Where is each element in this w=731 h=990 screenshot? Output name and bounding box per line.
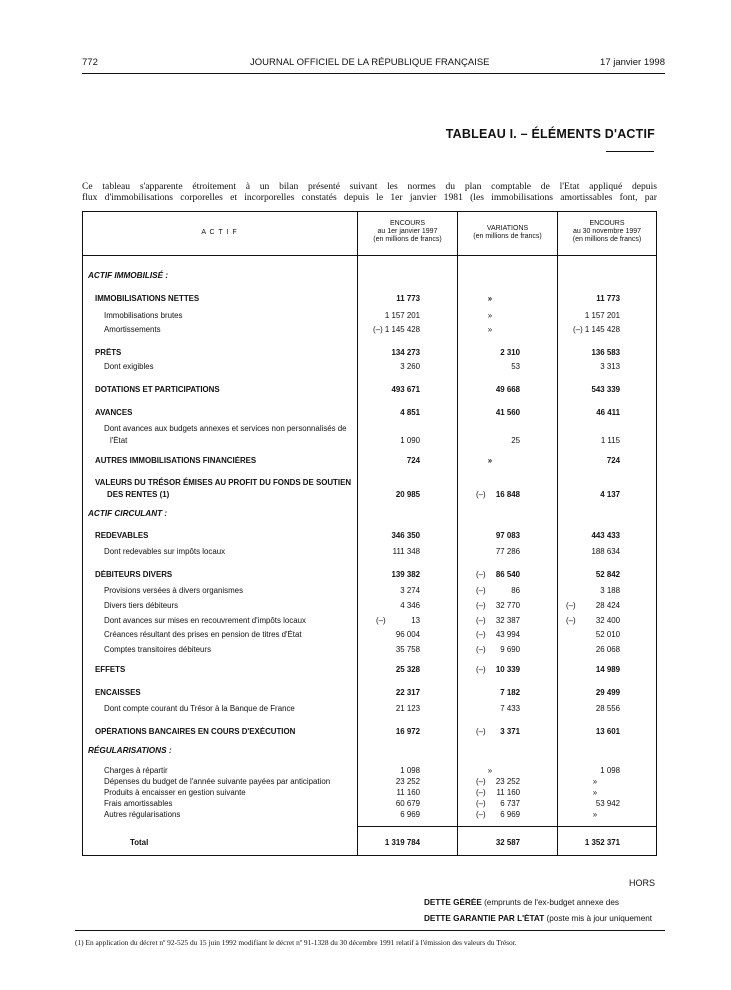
- value-c3-sign: (–): [566, 616, 576, 625]
- value-encours-end: 4 137: [600, 490, 620, 499]
- row-label: [104, 586, 350, 596]
- row-label: [95, 531, 350, 541]
- col-header-actif: A C T I F: [201, 229, 238, 236]
- value-c2-sign: (–): [476, 630, 486, 639]
- value-encours-start: 96 004: [395, 630, 420, 639]
- value-encours-end: 53 942: [595, 799, 620, 808]
- value-variation: 2 310: [500, 348, 520, 357]
- value-encours-end: 543 339: [591, 385, 620, 394]
- value-variation: 10 339: [495, 665, 520, 674]
- value-c2-sign: (–): [476, 777, 486, 786]
- row-label: [104, 311, 350, 321]
- row-label-text: Dont avances sur mises en recouvrement d'impôts locaux: [104, 616, 306, 625]
- row-label: [104, 777, 350, 787]
- value-encours-start: 25 328: [395, 665, 420, 674]
- total-c2: 32 587: [495, 838, 520, 847]
- value-encours-start: 111 348: [392, 547, 420, 556]
- value-encours-start: 139 382: [391, 570, 420, 579]
- value-encours-end: 29 499: [595, 688, 620, 697]
- value-encours-end: 52 010: [595, 630, 620, 639]
- value-variation: 7 182: [500, 688, 520, 697]
- row-label-text: Autres régularisations: [104, 810, 181, 819]
- row-label-cont: [110, 436, 350, 446]
- row-label: [104, 645, 350, 655]
- row-label: [104, 788, 350, 798]
- row-label: [95, 456, 350, 466]
- total-rule: [357, 826, 657, 827]
- value-variation: 86: [511, 586, 520, 595]
- col-header-encours-start-l2: au 1er janvier 1997: [377, 228, 438, 235]
- section-heading: RÉGULARISATIONS :: [88, 746, 172, 755]
- page-date: 17 janvier 1998: [600, 57, 665, 68]
- row-label-text: Créances résultant des prises en pension de titres d'État: [104, 630, 302, 639]
- value-c2-sign: (–): [476, 799, 486, 808]
- row-label-text: Dont compte courant du Trésor à la Banque de France: [104, 704, 295, 713]
- col-header-variations-l2: (en millions de francs): [473, 233, 542, 240]
- total-c3: 1 352 371: [584, 838, 620, 847]
- value-variation: 86 540: [495, 570, 520, 579]
- value-variation: »: [487, 766, 493, 775]
- value-encours-end: 1 115: [600, 436, 620, 445]
- row-label: [95, 348, 350, 358]
- row-label: [104, 799, 350, 809]
- row-label: [104, 630, 350, 640]
- row-label-text: REDEVABLES: [95, 531, 149, 540]
- footer-line-2: [424, 914, 658, 923]
- table-bottom-rule: [82, 855, 657, 856]
- row-label: [104, 810, 350, 820]
- value-encours-end: 13 601: [595, 727, 620, 736]
- value-encours-start: 60 679: [395, 799, 420, 808]
- value-c2-sign: (–): [476, 586, 486, 595]
- footnote-rule: [75, 930, 665, 931]
- value-encours-end: 32 400: [595, 616, 620, 625]
- row-label-text: ENCAISSES: [95, 688, 141, 697]
- footer-line-1-rest: (emprunts de l'ex-budget annexe des: [484, 898, 619, 907]
- col-header-encours-end-l1: ENCOURS: [589, 220, 625, 227]
- value-c2-sign: (–): [476, 727, 486, 736]
- value-encours-end: 1 098: [600, 766, 620, 775]
- row-label: [104, 547, 350, 557]
- value-encours-start: 11 160: [396, 788, 420, 797]
- value-encours-start: 346 350: [391, 531, 420, 540]
- value-encours-end: 11 773: [596, 294, 620, 303]
- row-label: VALEURS DU TRÉSOR ÉMISES AU PROFIT DU FONDS DE SOUTIEN: [95, 478, 352, 487]
- table-head-rule: [82, 255, 657, 256]
- value-variation: 43 994: [495, 630, 520, 639]
- value-c2-sign: (–): [476, 616, 486, 625]
- value-encours-start: 4 851: [400, 408, 420, 417]
- value-variation: »: [487, 325, 493, 334]
- section-heading: ACTIF IMMOBILISÉ :: [88, 271, 169, 280]
- row-label-text: Divers tiers débiteurs: [104, 601, 179, 610]
- value-encours-start: 13: [411, 616, 420, 625]
- intro-line-1: Ce tableau s'apparente étroitement à un bilan présenté suivant les normes du plan comptable de l'Etat appliqué depuis: [82, 182, 657, 192]
- value-variation: 32 387: [495, 616, 520, 625]
- value-encours-end: 52 842: [595, 570, 620, 579]
- row-label-text: Provisions versées à divers organismes: [104, 586, 244, 595]
- value-encours-start: 3 274: [400, 586, 420, 595]
- value-encours-end: 28 556: [595, 704, 620, 713]
- value-encours-end: »: [592, 788, 598, 797]
- col-divider-1: [357, 211, 358, 856]
- value-variation: 97 083: [495, 531, 520, 540]
- value-encours-end: 1 157 201: [584, 311, 620, 320]
- col-header-encours-end-l2: au 30 novembre 1997: [572, 228, 642, 235]
- row-label: [95, 688, 350, 698]
- value-variation: »: [487, 294, 493, 303]
- value-variation: 49 668: [495, 385, 520, 394]
- row-label-text: DOTATIONS ET PARTICIPATIONS: [95, 385, 220, 394]
- value-variation: 6 737: [500, 799, 520, 808]
- value-c2-sign: (–): [476, 665, 486, 674]
- row-label-text: IMMOBILISATIONS NETTES: [95, 294, 200, 303]
- value-variation: 32 770: [495, 601, 520, 610]
- value-variation: »: [487, 456, 493, 465]
- footer-line-1: [424, 898, 656, 907]
- value-encours-start: 35 758: [395, 645, 420, 654]
- row-label: [95, 665, 350, 675]
- value-encours-start: 22 317: [395, 688, 420, 697]
- row-label-cont-text: l'État: [110, 436, 128, 445]
- row-label-text: PRÊTS: [95, 348, 122, 357]
- value-encours-start: 134 273: [391, 348, 420, 357]
- row-label-text: AVANCES: [95, 408, 133, 417]
- row-label: [104, 362, 350, 372]
- row-label-text: OPÉRATIONS BANCAIRES EN COURS D'EXÉCUTION: [95, 727, 296, 736]
- row-label: [104, 601, 350, 611]
- value-variation: 23 252: [495, 777, 520, 786]
- row-label: [95, 385, 350, 395]
- value-encours-end: 188 634: [591, 547, 620, 556]
- row-label-text: Dont exigibles: [104, 362, 154, 371]
- row-label-text: Produits à encaisser en gestion suivante: [104, 788, 246, 797]
- value-encours-start: 6 969: [400, 810, 420, 819]
- row-label-text: Dont redevables sur impôts locaux: [104, 547, 226, 556]
- col-header-variations: [458, 225, 557, 241]
- row-label-text: EFFETS: [95, 665, 126, 674]
- value-encours-end: 443 433: [591, 531, 620, 540]
- value-c2-sign: (–): [476, 788, 486, 797]
- row-label-text: Frais amortissables: [104, 799, 173, 808]
- value-c2-sign: (–): [476, 810, 486, 819]
- table-right-border: [656, 211, 657, 856]
- footer-line-1-bold: DETTE GÉRÉE: [424, 898, 482, 907]
- value-encours-end: (–) 1 145 428: [573, 325, 620, 334]
- value-variation: 16 848: [495, 490, 520, 499]
- page-number: 772: [82, 57, 98, 68]
- table-top-rule: [82, 211, 657, 212]
- col-header-encours-end-l3: (en millions de francs): [572, 236, 642, 243]
- value-variation: 7 433: [500, 704, 520, 713]
- row-label-cont: [107, 490, 350, 500]
- value-c2-sign: (–): [476, 601, 486, 610]
- value-variation: »: [487, 311, 493, 320]
- value-variation: 6 969: [500, 810, 520, 819]
- value-encours-start: 16 972: [395, 727, 420, 736]
- title-underline: [606, 151, 654, 152]
- value-encours-start: 4 346: [400, 601, 420, 610]
- row-label: [104, 766, 350, 776]
- col-divider-3: [557, 211, 558, 856]
- value-encours-end: 3 188: [600, 586, 620, 595]
- col-header-encours-start-l3: (en millions de francs): [373, 236, 442, 243]
- row-label-text: Amortissements: [104, 325, 161, 334]
- row-label: [95, 570, 350, 580]
- value-encours-end: 46 411: [596, 408, 620, 417]
- value-encours-start: 3 260: [400, 362, 420, 371]
- row-label: [95, 294, 350, 304]
- value-encours-end: »: [592, 810, 598, 819]
- value-encours-start: 493 671: [391, 385, 420, 394]
- col-divider-2: [457, 211, 458, 856]
- row-label: [95, 408, 350, 418]
- footnote: (1) En application du décret nº 92-525 du 15 juin 1992 modifiant le décret nº 91-1328 du 30 décembre 1991 relatif à l'émission des valeurs du Trésor.: [75, 938, 517, 947]
- value-variation: 77 286: [495, 547, 520, 556]
- total-c1: 1 319 784: [384, 838, 420, 847]
- hors-heading: HORS: [628, 878, 655, 888]
- value-encours-start: 1 157 201: [384, 311, 420, 320]
- value-variation: 3 371: [500, 727, 520, 736]
- row-label: [104, 704, 350, 714]
- row-label-text: Comptes transitoires débiteurs: [104, 645, 212, 654]
- value-encours-start: 724: [406, 456, 420, 465]
- value-variation: 41 560: [495, 408, 520, 417]
- value-encours-start: 1 090: [400, 436, 420, 445]
- row-label: Dont avances aux budgets annexes et services non personnalisés de: [104, 424, 347, 433]
- col-header-variations-l1: VARIATIONS: [486, 225, 529, 232]
- value-c1-sign: (–): [376, 616, 386, 625]
- row-label: [104, 616, 350, 626]
- col-header-encours-end: [558, 220, 656, 244]
- row-label: [104, 325, 350, 335]
- value-encours-end: 14 989: [595, 665, 620, 674]
- row-label: [95, 727, 350, 737]
- intro-line-2: flux d'immobilisations corporelles et incorporelles constatés depuis le 1er janvier 1981 (les immobilisations amortissables font, par: [82, 193, 657, 203]
- table-left-border: [82, 211, 83, 856]
- value-encours-end: 136 583: [591, 348, 620, 357]
- row-label-text: DÉBITEURS DIVERS: [95, 570, 173, 579]
- value-encours-start: (–) 1 145 428: [373, 325, 420, 334]
- col-header-encours-start-l1: ENCOURS: [389, 220, 425, 227]
- value-variation: 25: [511, 436, 520, 445]
- row-label-text: Dépenses du budget de l'année suivante payées par anticipation: [104, 777, 331, 786]
- value-encours-end: »: [592, 777, 598, 786]
- row-label-text: Charges à répartir: [104, 766, 168, 775]
- value-encours-start: 1 098: [400, 766, 420, 775]
- value-c2-sign: (–): [476, 490, 486, 499]
- row-label-text: Immobilisations brutes: [104, 311, 183, 320]
- col-header-encours-start: [358, 220, 457, 244]
- header-rule: [82, 73, 665, 74]
- total-label: Total: [130, 838, 149, 847]
- value-variation: 9 690: [500, 645, 520, 654]
- row-label-cont-text: DES RENTES (1): [107, 490, 170, 499]
- row-label-text: AUTRES IMMOBILISATIONS FINANCIÈRES: [95, 456, 257, 465]
- page-title: TABLEAU I. – ÉLÉMENTS D'ACTIF: [445, 127, 655, 141]
- value-encours-start: 21 123: [395, 704, 420, 713]
- value-c2-sign: (–): [476, 645, 486, 654]
- value-variation: 11 160: [496, 788, 520, 797]
- section-heading: ACTIF CIRCULANT :: [88, 509, 168, 518]
- value-encours-start: 11 773: [396, 294, 420, 303]
- value-encours-end: 26 068: [595, 645, 620, 654]
- value-encours-end: 724: [606, 456, 620, 465]
- value-encours-end: 3 313: [600, 362, 620, 371]
- journal-title: JOURNAL OFFICIEL DE LA RÉPUBLIQUE FRANÇAISE: [250, 57, 490, 68]
- value-variation: 53: [511, 362, 520, 371]
- value-encours-start: 23 252: [395, 777, 420, 786]
- footer-line-2-rest: (poste mis à jour uniquement: [546, 914, 653, 923]
- value-c2-sign: (–): [476, 570, 486, 579]
- value-c3-sign: (–): [566, 601, 576, 610]
- value-encours-start: 20 985: [395, 490, 420, 499]
- value-encours-end: 28 424: [595, 601, 620, 610]
- footer-line-2-bold: DETTE GARANTIE PAR L'ÉTAT: [424, 914, 545, 923]
